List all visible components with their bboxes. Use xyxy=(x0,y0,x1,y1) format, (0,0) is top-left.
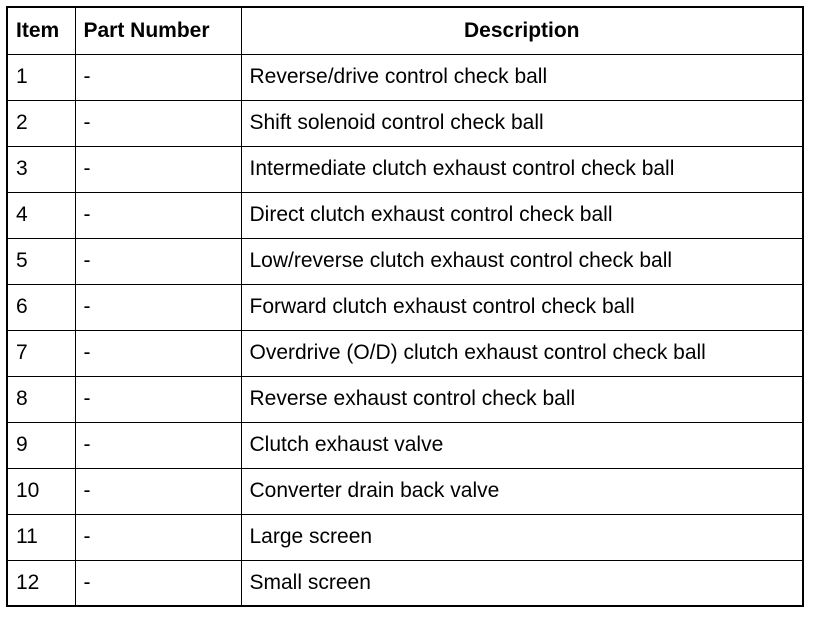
cell-part-number: - xyxy=(75,514,241,560)
header-item: Item xyxy=(7,7,75,54)
cell-item: 10 xyxy=(7,468,75,514)
header-row xyxy=(7,7,803,54)
cell-description: Reverse exhaust control check ball xyxy=(241,376,803,422)
cell-description: Overdrive (O/D) clutch exhaust control check ball xyxy=(241,330,803,376)
table-row xyxy=(7,330,803,376)
table-row xyxy=(7,54,803,100)
table-row xyxy=(7,100,803,146)
cell-description: Shift solenoid control check ball xyxy=(241,100,803,146)
table-row xyxy=(7,192,803,238)
cell-item: 4 xyxy=(7,192,75,238)
header-description: Description xyxy=(241,7,803,54)
parts-table xyxy=(6,6,804,607)
cell-description: Direct clutch exhaust control check ball xyxy=(241,192,803,238)
cell-item: 1 xyxy=(7,54,75,100)
cell-item: 12 xyxy=(7,560,75,606)
cell-part-number: - xyxy=(75,422,241,468)
cell-part-number: - xyxy=(75,560,241,606)
cell-item: 8 xyxy=(7,376,75,422)
cell-part-number: - xyxy=(75,468,241,514)
table-row xyxy=(7,422,803,468)
table-row xyxy=(7,284,803,330)
cell-item: 9 xyxy=(7,422,75,468)
cell-item: 3 xyxy=(7,146,75,192)
header-part-number: Part Number xyxy=(75,7,241,54)
cell-description: Converter drain back valve xyxy=(241,468,803,514)
cell-part-number: - xyxy=(75,146,241,192)
cell-part-number: - xyxy=(75,100,241,146)
cell-item: 2 xyxy=(7,100,75,146)
cell-part-number: - xyxy=(75,54,241,100)
cell-item: 5 xyxy=(7,238,75,284)
cell-part-number: - xyxy=(75,238,241,284)
table-row xyxy=(7,560,803,606)
cell-item: 6 xyxy=(7,284,75,330)
cell-description: Low/reverse clutch exhaust control check ball xyxy=(241,238,803,284)
cell-item: 11 xyxy=(7,514,75,560)
cell-part-number: - xyxy=(75,192,241,238)
cell-part-number: - xyxy=(75,330,241,376)
cell-description: Forward clutch exhaust control check ball xyxy=(241,284,803,330)
cell-description: Clutch exhaust valve xyxy=(241,422,803,468)
cell-description: Intermediate clutch exhaust control check ball xyxy=(241,146,803,192)
cell-part-number: - xyxy=(75,376,241,422)
cell-description: Large screen xyxy=(241,514,803,560)
table-row xyxy=(7,146,803,192)
table-row xyxy=(7,514,803,560)
table-row xyxy=(7,468,803,514)
cell-description: Small screen xyxy=(241,560,803,606)
table-row xyxy=(7,376,803,422)
cell-item: 7 xyxy=(7,330,75,376)
cell-description: Reverse/drive control check ball xyxy=(241,54,803,100)
cell-part-number: - xyxy=(75,284,241,330)
table-row xyxy=(7,238,803,284)
